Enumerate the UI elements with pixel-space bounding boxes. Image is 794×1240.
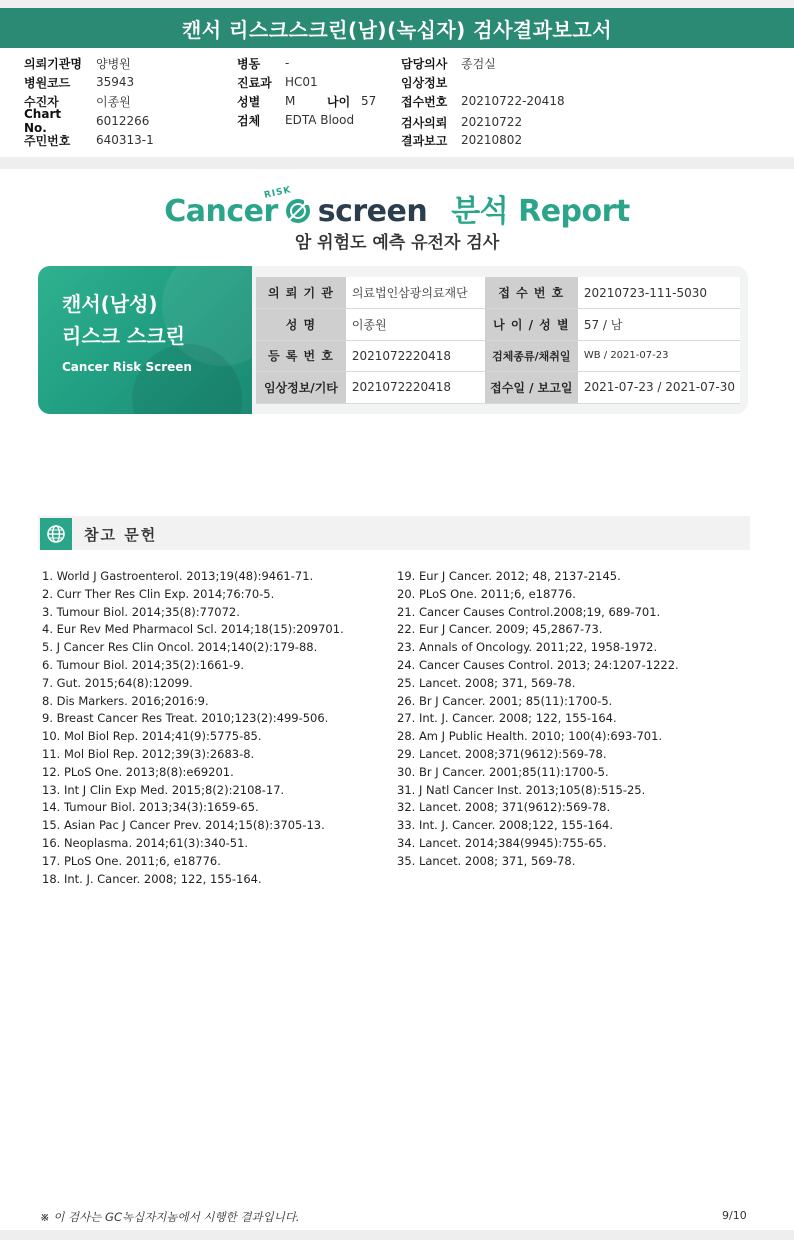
brand-logo <box>0 185 794 231</box>
meta-value: 20210722-20418 <box>461 94 565 108</box>
meta-label: 주민번호 <box>24 133 71 148</box>
cell-label: 임상정보/기타 <box>256 372 346 404</box>
table-row <box>256 309 740 341</box>
cell-label: 나 이 / 성 별 <box>485 309 579 341</box>
cell-label: 등 록 번 호 <box>256 340 346 372</box>
report-title: 캔서 리스크스크린(남)(녹십자) 검사결과보고서 <box>181 17 613 42</box>
cell-value: 2021072220418 <box>346 340 484 372</box>
reference-item: 27. Int. J. Cancer. 2008; 122, 155-164. <box>397 711 617 726</box>
meta-label: 나이 <box>327 94 351 109</box>
meta-value: M <box>285 94 296 108</box>
cell-label: 의 뢰 기 관 <box>256 277 346 309</box>
reference-item: 26. Br J Cancer. 2001; 85(11):1700-5. <box>397 693 613 708</box>
test-name-en: Cancer Risk Screen <box>62 360 192 374</box>
brand-report: 분석 Report <box>451 194 630 229</box>
meta-row <box>237 54 289 72</box>
cell-value: 57 / 남 <box>578 309 740 341</box>
meta-value: 양병원 <box>96 56 131 71</box>
meta-value: 20210722 <box>461 115 523 129</box>
patient-meta <box>0 52 794 152</box>
meta-label: 진료과 <box>237 75 272 90</box>
reference-item: 22. Eur J Cancer. 2009; 45,2867-73. <box>397 622 603 637</box>
reference-item: 18. Int. J. Cancer. 2008; 122, 155-164. <box>42 871 262 886</box>
reference-item: 9. Breast Cancer Res Treat. 2010;123(2):499-506. <box>42 711 329 726</box>
reference-item: 7. Gut. 2015;64(8):12099. <box>42 675 193 690</box>
reference-item: 12. PLoS One. 2013;8(8):e69201. <box>42 764 234 779</box>
reference-item: 28. Am J Public Health. 2010; 100(4):693-701. <box>397 729 663 744</box>
report-title-bar <box>0 8 794 48</box>
reference-item: 1. World J Gastroenterol. 2013;19(48):9461-71. <box>42 569 314 583</box>
reference-item: 17. PLoS One. 2011;6, e18776. <box>42 853 221 868</box>
test-name-line: 캔서(남성) <box>62 292 158 316</box>
test-name-line: 리스크 스크린 <box>62 324 185 348</box>
meta-label: 검사의뢰 <box>401 115 448 130</box>
reference-item: 11. Mol Biol Rep. 2012;39(3):2683-8. <box>42 746 255 761</box>
globe-icon <box>40 518 72 550</box>
meta-label: 접수번호 <box>401 94 448 109</box>
meta-value: HC01 <box>285 75 318 89</box>
reference-item: 24. Cancer Causes Control. 2013; 24:1207-1222. <box>397 657 679 672</box>
meta-row <box>24 54 131 72</box>
meta-value: 35943 <box>96 75 135 89</box>
cell-value: 20210723-111-5030 <box>578 277 740 309</box>
references-title: 참고 문헌 <box>84 526 158 544</box>
meta-value: 57 <box>361 94 377 108</box>
meta-label: 의뢰기관명 <box>24 56 82 71</box>
test-name <box>62 288 185 352</box>
brand-risk-label: RISK <box>263 185 293 201</box>
meta-value: 이종원 <box>96 94 131 109</box>
meta-label: 검체 <box>237 113 261 128</box>
meta-value: 6012266 <box>96 114 150 128</box>
meta-label: 병동 <box>237 56 261 71</box>
meta-row <box>237 111 354 129</box>
meta-row <box>237 73 318 91</box>
footer-note: ※ 이 검사는 GC녹십자지놈에서 시행한 결과입니다. <box>40 1210 300 1224</box>
table-row <box>256 372 740 404</box>
reference-item: 23. Annals of Oncology. 2011;22, 1958-1972. <box>397 640 658 655</box>
reference-item: 6. Tumour Biol. 2014;35(2):1661-9. <box>42 657 245 672</box>
reference-item: 20. PLoS One. 2011;6, e18776. <box>397 586 576 601</box>
test-name-panel <box>38 266 252 414</box>
reference-item: 16. Neoplasma. 2014;61(3):340-51. <box>42 835 249 850</box>
top-strip <box>0 0 794 8</box>
meta-row <box>401 113 522 131</box>
target-icon <box>284 197 312 225</box>
references-list-left <box>42 568 344 888</box>
cell-label: 접수일 / 보고일 <box>485 372 579 404</box>
reference-item: 19. Eur J Cancer. 2012; 48, 2137-2145. <box>397 569 621 583</box>
reference-item: 13. Int J Clin Exp Med. 2015;8(2):2108-17. <box>42 782 285 797</box>
meta-label: 병원코드 <box>24 75 71 90</box>
meta-label: 결과보고 <box>401 133 448 148</box>
meta-value: 20210802 <box>461 133 523 147</box>
reference-item: 21. Cancer Causes Control.2008;19, 689-701. <box>397 604 661 619</box>
cell-value: 이종원 <box>346 309 484 341</box>
section-divider <box>0 157 794 169</box>
reference-item: 4. Eur Rev Med Pharmacol Scl. 2014;18(15):209701. <box>42 622 344 637</box>
meta-label: 수진자 <box>24 94 59 109</box>
cell-value: 의료법인삼광의료재단 <box>346 277 484 309</box>
meta-row <box>401 73 461 91</box>
reference-item: 2. Curr Ther Res Clin Exp. 2014;76:70-5. <box>42 586 275 601</box>
meta-value: - <box>285 56 290 70</box>
cell-label: 검체종류/채취일 <box>485 340 579 372</box>
reference-item: 15. Asian Pac J Cancer Prev. 2014;15(8):3705-13. <box>42 818 325 833</box>
meta-row <box>24 107 150 135</box>
brand-wordmark <box>164 186 630 230</box>
meta-label: 담당의사 <box>401 56 448 71</box>
meta-row <box>237 92 376 110</box>
meta-value: EDTA Blood <box>285 113 355 127</box>
patient-info-table <box>256 277 740 404</box>
cell-label: 성 명 <box>256 309 346 341</box>
reference-item: 8. Dis Markers. 2016;2016:9. <box>42 693 209 708</box>
meta-row <box>24 131 154 149</box>
meta-label: 임상정보 <box>401 75 448 90</box>
reference-item: 31. J Natl Cancer Inst. 2013;105(8):515-25. <box>397 782 646 797</box>
reference-item: 29. Lancet. 2008;371(9612):569-78. <box>397 746 607 761</box>
page-number: 9/10 <box>722 1209 747 1222</box>
cell-value: WB / 2021-07-23 <box>578 340 740 372</box>
bottom-strip <box>0 1230 794 1240</box>
table-row <box>256 340 740 372</box>
cell-label: 접 수 번 호 <box>485 277 579 309</box>
reference-item: 35. Lancet. 2008; 371, 569-78. <box>397 853 576 868</box>
reference-item: 30. Br J Cancer. 2001;85(11):1700-5. <box>397 764 609 779</box>
reference-item: 32. Lancet. 2008; 371(9612):569-78. <box>397 800 611 815</box>
reference-item: 5. J Cancer Res Clin Oncol. 2014;140(2):179-88. <box>42 640 318 655</box>
meta-row <box>401 131 522 149</box>
meta-row <box>401 54 496 72</box>
page-subtitle: 암 위험도 예측 유전자 검사 <box>294 233 500 253</box>
reference-item: 3. Tumour Biol. 2014;35(8):77072. <box>42 604 240 619</box>
meta-row <box>401 92 565 110</box>
reference-item: 25. Lancet. 2008; 371, 569-78. <box>397 675 576 690</box>
reference-item: 34. Lancet. 2014;384(9945):755-65. <box>397 835 607 850</box>
reference-item: 10. Mol Biol Rep. 2014;41(9):5775-85. <box>42 729 262 744</box>
meta-value: 종검실 <box>461 56 496 71</box>
meta-label: 성별 <box>237 94 261 109</box>
references-list-right <box>397 568 679 871</box>
brand-screen: screen <box>317 194 428 229</box>
brand-cancer: Cancer <box>164 194 278 229</box>
meta-row <box>24 73 134 91</box>
cell-value: 2021-07-23 / 2021-07-30 <box>578 372 740 404</box>
reference-item: 14. Tumour Biol. 2013;34(3):1659-65. <box>42 800 259 815</box>
meta-value: 640313-1 <box>96 133 154 147</box>
meta-label: Chart No. <box>24 107 62 135</box>
table-row <box>256 277 740 309</box>
cell-value: 2021072220418 <box>346 372 484 404</box>
reference-item: 33. Int. J. Cancer. 2008;122, 155-164. <box>397 818 614 833</box>
